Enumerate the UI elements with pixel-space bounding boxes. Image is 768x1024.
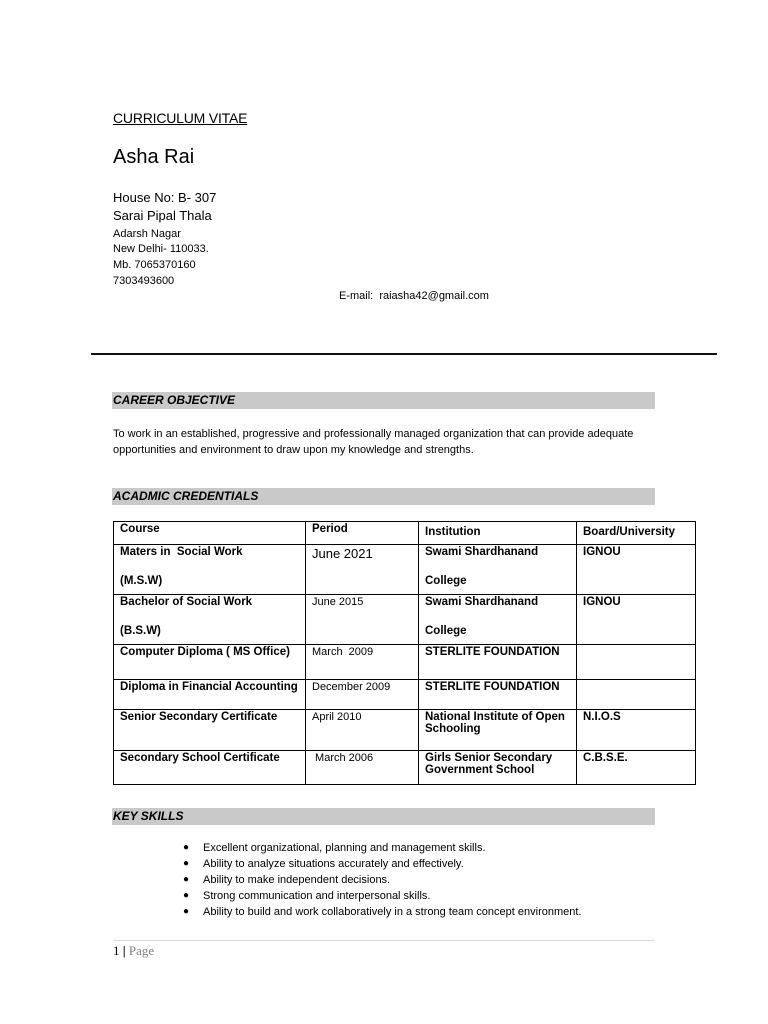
list-item (183, 888, 581, 904)
institution-cell (419, 710, 577, 751)
period-cell: March 2006 (306, 751, 419, 785)
header-divider (91, 353, 717, 355)
institution-cell (419, 595, 577, 645)
bullet-icon: ● (183, 858, 190, 869)
period-cell: December 2009 (306, 680, 419, 710)
course-cell: Senior Secondary Certificate (114, 710, 306, 751)
list-item (183, 840, 581, 856)
address-line-locality: Sarai Pipal Thala (113, 208, 212, 223)
skill-text: Ability to build and work collaboratively in a strong team concept environment. (203, 906, 582, 918)
header-period: Period (306, 522, 419, 545)
page-footer (113, 943, 154, 959)
course-cell: Computer Diploma ( MS Office) (114, 645, 306, 680)
address-line-house: House No: B- 307 (113, 190, 217, 205)
board-cell: N.I.O.S (577, 710, 696, 751)
cv-heading: CURRICULUM VITAE (113, 110, 248, 126)
board-cell (577, 680, 696, 710)
period-cell: June 2015 (306, 595, 419, 645)
course-name: Bachelor of Social Work (120, 596, 253, 608)
skill-text: Ability to analyze situations accurately and effectively. (203, 858, 464, 870)
table-row (114, 545, 696, 595)
skill-text: Ability to make independent decisions. (203, 874, 391, 886)
table-header-row (114, 522, 696, 545)
course-cell: Diploma in Financial Accounting (114, 680, 306, 710)
institution-name-cont: Schooling (425, 723, 481, 735)
skill-text: Excellent organizational, planning and management skills. (203, 842, 486, 854)
course-cell: Secondary School Certificate (114, 751, 306, 785)
academic-table (113, 521, 696, 785)
board-cell: C.B.S.E. (577, 751, 696, 785)
institution-name-cont: Government School (425, 764, 535, 776)
header-board: Board/University (577, 522, 696, 545)
institution-name: Swami Shardhanand (425, 546, 539, 558)
board-cell (577, 645, 696, 680)
institution-cell: STERLITE FOUNDATION (419, 680, 577, 710)
address-line-city: New Delhi- 110033. (113, 243, 209, 255)
table-row (114, 751, 696, 785)
section-key-skills: KEY SKILLS (112, 808, 655, 825)
board-cell: IGNOU (577, 595, 696, 645)
institution-cell (419, 545, 577, 595)
bullet-icon: ● (183, 906, 190, 917)
board-cell: IGNOU (577, 545, 696, 595)
header-course: Course (114, 522, 306, 545)
period-cell: March 2009 (306, 645, 419, 680)
institution-cell (419, 751, 577, 785)
list-item (183, 904, 581, 920)
institution-name-cont: College (425, 625, 467, 637)
table-row (114, 645, 696, 680)
skills-list (183, 840, 581, 920)
table-row (114, 680, 696, 710)
institution-cell: STERLITE FOUNDATION (419, 645, 577, 680)
section-academic-credentials: ACADMIC CREDENTIALS (112, 488, 655, 505)
section-career-objective: CAREER OBJECTIVE (112, 392, 655, 409)
course-cell (114, 595, 306, 645)
course-abbrev: (B.S.W) (120, 625, 161, 637)
course-abbrev: (M.S.W) (120, 575, 163, 587)
list-item (183, 872, 581, 888)
list-item (183, 856, 581, 872)
institution-name: Swami Shardhanand (425, 596, 539, 608)
career-objective-text: To work in an established, progressive and professionally managed organization that can provide adequate opportunities and environment to draw upon my knowledge and strengths. (113, 428, 634, 456)
email-address: E-mail: raiasha42@gmail.com (339, 290, 489, 302)
institution-name: Girls Senior Secondary (425, 752, 553, 764)
mobile-number: Mb. 7065370160 (113, 259, 196, 271)
institution-name: National Institute of Open (425, 711, 565, 723)
header-institution: Institution (419, 522, 577, 545)
period-cell: June 2021 (306, 545, 419, 595)
bullet-icon: ● (183, 890, 190, 901)
page-label: Page (128, 943, 155, 958)
address-line-area: Adarsh Nagar (113, 228, 181, 240)
candidate-name: Asha Rai (113, 146, 195, 168)
page-number: 1 (113, 943, 120, 958)
institution-name-cont: College (425, 575, 467, 587)
bullet-icon: ● (183, 874, 190, 885)
skill-text: Strong communication and interpersonal skills. (203, 890, 431, 902)
period-cell: April 2010 (306, 710, 419, 751)
course-name: Maters in Social Work (120, 546, 243, 558)
course-cell (114, 545, 306, 595)
table-row (114, 710, 696, 751)
table-row (114, 595, 696, 645)
footer-divider (113, 940, 655, 941)
bullet-icon: ● (183, 842, 190, 853)
footer-separator: | (122, 943, 126, 958)
alt-mobile-number: 7303493600 (113, 275, 175, 287)
